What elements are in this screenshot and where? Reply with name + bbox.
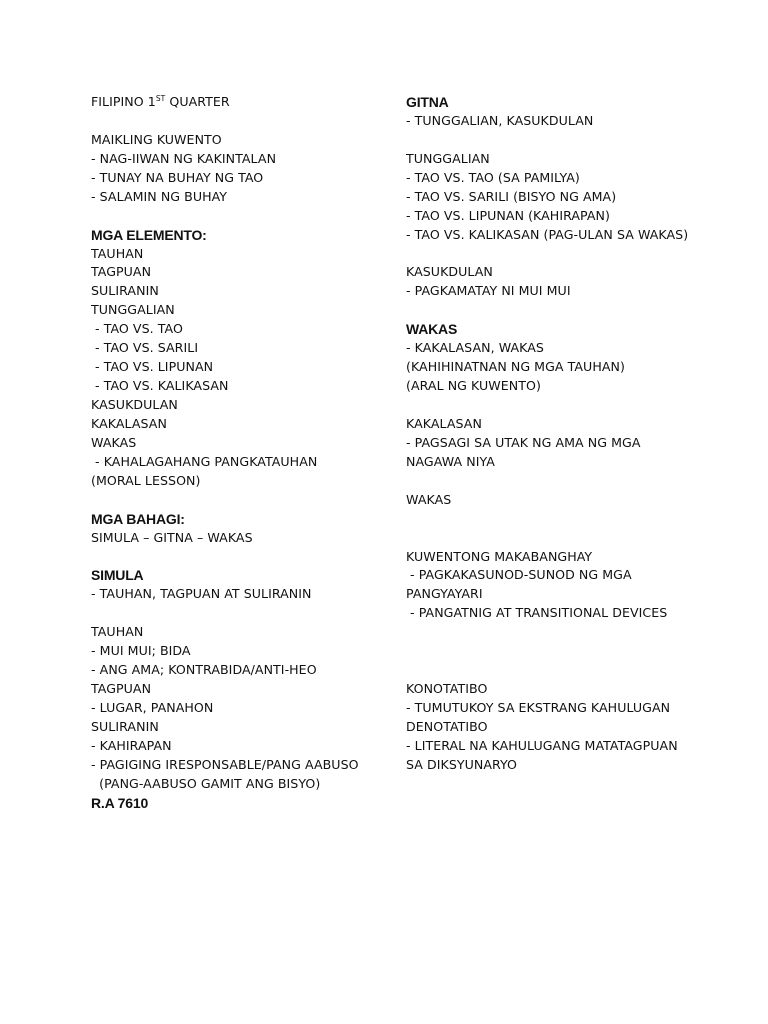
text-line: TAGPUAN — [91, 681, 152, 697]
text-line: - NAG-IIWAN NG KAKINTALAN — [91, 150, 277, 166]
text-line: - TAO VS. SARILI (BISYO NG AMA) — [406, 188, 617, 204]
text-line: KAKALASAN — [91, 415, 167, 431]
text-line: - TAO VS. LIPUNAN (KAHIRAPAN) — [406, 207, 610, 223]
blank-line — [406, 396, 746, 415]
text-line: DENOTATIBO — [406, 718, 488, 734]
blank-line — [91, 491, 391, 510]
text-line: - KAHIRAPAN — [91, 737, 172, 753]
blank-line — [406, 529, 746, 548]
section-heading-mga-bahagi: MGA BAHAGI: — [91, 510, 185, 527]
section-heading-r-a-7610: R.A 7610 — [91, 794, 149, 811]
text-line: MAIKLING KUWENTO — [91, 131, 222, 147]
blank-line — [91, 604, 391, 623]
text-line: WAKAS — [406, 491, 452, 507]
text-line: - ANG AMA; KONTRABIDA/ANTI-HEO — [91, 662, 317, 678]
text-line: (ARAL NG KUWENTO) — [406, 378, 541, 394]
text-line: - PANGATNIG AT TRANSITIONAL DEVICES — [406, 605, 668, 621]
text-line: - PAGIGING IRESPONSABLE/PANG AABUSO — [91, 756, 359, 772]
blank-line — [406, 472, 746, 491]
section-heading-simula: SIMULA — [91, 567, 144, 584]
blank-line — [406, 245, 746, 264]
text-line: - LUGAR, PANAHON — [91, 700, 214, 715]
right-column — [406, 93, 746, 775]
text-line: - TAO VS. KALIKASAN — [91, 378, 229, 394]
section-heading-wakas: WAKAS — [406, 321, 458, 338]
text-line: KONOTATIBO — [406, 681, 488, 697]
text-line: KAKALASAN — [406, 415, 482, 431]
text-line: (PANG-AABUSO GAMIT ANG BISYO) — [91, 775, 321, 791]
text-line: SA DIKSYUNARYO — [406, 756, 518, 772]
text-line: - TAO VS. LIPUNAN — [91, 359, 214, 375]
text-line: SULIRANIN — [91, 283, 159, 299]
text-line: SULIRANIN — [91, 718, 159, 734]
text-line: - TAO VS. TAO — [91, 321, 183, 337]
text-line: - KAHALAGAHANG PANGKATAUHAN — [91, 453, 318, 469]
text-line: - TAO VS. TAO (SA PAMILYA) — [406, 169, 580, 185]
blank-line — [91, 112, 391, 131]
document-title — [91, 93, 391, 112]
text-line: TUNGGALIAN — [406, 150, 490, 166]
title-superscript: ST — [155, 94, 166, 103]
text-line: - TUNAY NA BUHAY NG TAO — [91, 169, 264, 185]
text-line: TUNGGALIAN — [91, 302, 175, 318]
blank-line — [91, 207, 391, 226]
blank-line — [406, 642, 746, 661]
text-line: - TAUHAN, TAGPUAN AT SULIRANIN — [91, 586, 312, 602]
text-line: - PAGKAMATAY NI MUI MUI — [406, 283, 571, 299]
text-line: KASUKDULAN — [91, 397, 178, 412]
title-suffix: QUARTER — [165, 94, 230, 109]
blank-line — [406, 301, 746, 320]
text-line: - TAO VS. SARILI — [91, 340, 199, 356]
blank-line — [91, 548, 391, 567]
text-line: TAGPUAN — [91, 264, 152, 280]
text-line: TAUHAN — [91, 624, 144, 640]
text-line: - TAO VS. KALIKASAN (PAG-ULAN SA WAKAS) — [406, 226, 689, 242]
text-line: - TUMUTUKOY SA EKSTRANG KAHULUGAN — [406, 700, 671, 715]
section-heading-mga-elemento: MGA ELEMENTO: — [91, 226, 207, 243]
text-line: (KAHIHINATNAN NG MGA TAUHAN) — [406, 359, 625, 375]
text-line: (MORAL LESSON) — [91, 472, 201, 488]
blank-line — [406, 131, 746, 150]
blank-line — [406, 510, 746, 529]
blank-line — [406, 661, 746, 680]
section-heading-gitna: GITNA — [406, 94, 449, 110]
text-line: - PAGKAKASUNOD-SUNOD NG MGA — [406, 567, 632, 583]
text-line: KASUKDULAN — [406, 264, 493, 280]
text-line: - MUI MUI; BIDA — [91, 643, 191, 659]
text-line: WAKAS — [91, 434, 137, 450]
text-line: - KAKALASAN, WAKAS — [406, 340, 544, 356]
text-line: SIMULA – GITNA – WAKAS — [91, 529, 253, 545]
blank-line — [406, 623, 746, 642]
text-line: NAGAWA NIYA — [406, 453, 495, 469]
left-column — [91, 93, 391, 813]
text-line: - SALAMIN NG BUHAY — [91, 188, 228, 204]
text-line: PANGYAYARI — [406, 586, 483, 602]
title-main: FILIPINO 1 — [91, 94, 156, 109]
text-line: KUWENTONG MAKABANGHAY — [406, 548, 593, 564]
text-line: - LITERAL NA KAHULUGANG MATATAGPUAN — [406, 737, 678, 753]
text-line: - PAGSAGI SA UTAK NG AMA NG MGA — [406, 434, 641, 450]
text-line: - TUNGGALIAN, KASUKDULAN — [406, 112, 594, 128]
text-line: TAUHAN — [91, 245, 144, 261]
